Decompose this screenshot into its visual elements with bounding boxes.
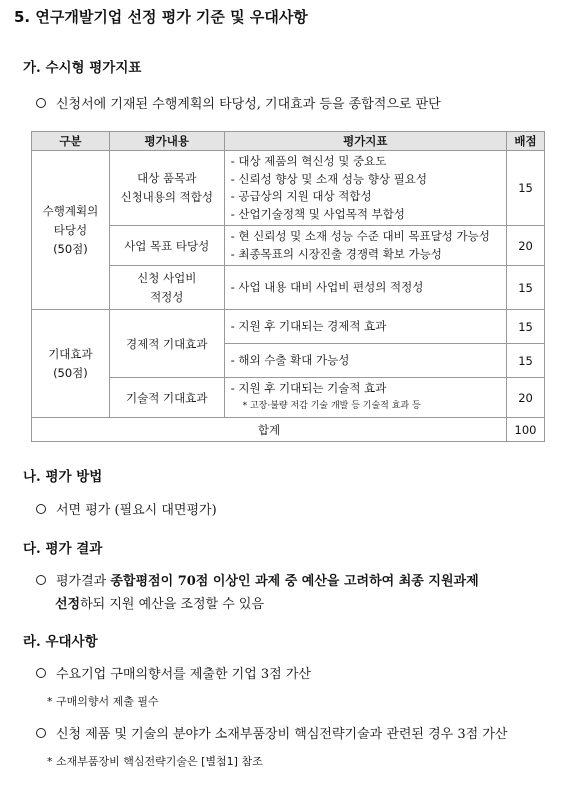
circle-bullet-icon — [36, 668, 46, 678]
section-ra-note-2: * 소재부품장비 핵심전략기술은 [별첨1] 참조 — [47, 755, 263, 768]
content-cell: 대상 품목과 신청내용의 적합성 — [109, 151, 224, 226]
indicator-subnote: * 고장·불량 저감 기술 개발 등 기술적 효과 등 — [242, 400, 421, 411]
score-cell: 15 — [507, 310, 545, 344]
section-ra-note-1: * 구매의향서 제출 필수 — [47, 695, 159, 708]
group-plan: 수행계획의 타당성 (50점) — [32, 151, 110, 310]
total-score: 100 — [507, 418, 545, 442]
indicator-cell: - 대상 제품의 혁신성 및 중요도 - 신뢰성 향상 및 소재 성능 향상 필요성 - 공급상의 지원 대상 적합성 - 산업기술정책 및 사업목적 부합성 — [224, 151, 506, 226]
content-cell: 기술적 기대효과 — [109, 378, 224, 418]
content-cell: 사업 목표 타당성 — [109, 226, 224, 266]
bullet-text: 신청서에 기재된 수행계획의 타당성, 기대효과 등을 종합적으로 판단 — [56, 97, 441, 112]
section-na-heading: 나. 평가 방법 — [23, 469, 103, 485]
content-cell: 경제적 기대효과 — [109, 310, 224, 378]
circle-bullet-icon — [36, 98, 46, 108]
circle-bullet-icon — [36, 504, 46, 514]
score-cell: 15 — [507, 344, 545, 378]
score-cell: 20 — [507, 226, 545, 266]
score-cell: 15 — [507, 266, 545, 310]
group-effect: 기대효과 (50점) — [32, 310, 110, 418]
evaluation-table — [31, 131, 545, 442]
page-title: 5. 연구개발기업 선정 평가 기준 및 우대사항 — [14, 8, 308, 26]
indicator-cell: - 사업 내용 대비 사업비 편성의 적정성 — [224, 266, 506, 310]
header-content: 평가내용 — [109, 132, 224, 151]
section-ga-bullet — [36, 93, 441, 112]
circle-bullet-icon — [36, 575, 46, 585]
total-label: 합계 — [32, 418, 507, 442]
bullet-text: 서면 평가 (필요시 대면평가) — [56, 503, 217, 518]
header-indicator: 평가지표 — [224, 132, 506, 151]
content-cell: 신청 사업비 적정성 — [109, 266, 224, 310]
section-da-heading: 다. 평가 결과 — [23, 541, 103, 557]
section-na-bullet — [36, 499, 217, 518]
section-ga-heading: 가. 수시형 평가지표 — [23, 60, 142, 76]
section-ra-bullet-2: 신청 제품 및 기술의 분야가 소재부품장비 핵심전략기술과 관련된 경우 3점 가산 — [36, 723, 507, 742]
indicator-cell: - 해외 수출 확대 가능성 — [224, 344, 506, 378]
indicator-cell: - 지원 후 기대되는 기술적 효과 * 고장·불량 저감 기술 개발 등 기술적 효과 등 — [224, 378, 506, 418]
section-da-bullet: 평가결과 종합평점이 70점 이상인 과제 중 예산을 고려하여 최종 지원과제 — [36, 570, 479, 589]
score-cell: 20 — [507, 378, 545, 418]
header-category: 구분 — [32, 132, 110, 151]
section-ra-heading: 라. 우대사항 — [23, 634, 98, 650]
header-score: 배점 — [507, 132, 545, 151]
circle-bullet-icon — [36, 728, 46, 738]
section-da-bullet-cont: 선정하되 지원 예산을 조정할 수 있음 — [55, 597, 265, 612]
score-cell: 15 — [507, 151, 545, 226]
indicator-cell: - 현 신뢰성 및 소재 성능 수준 대비 목표달성 가능성 - 최종목표의 시장진출 경쟁력 확보 가능성 — [224, 226, 506, 266]
indicator-cell: - 지원 후 기대되는 경제적 효과 — [224, 310, 506, 344]
section-ra-bullet-1: 수요기업 구매의향서를 제출한 기업 3점 가산 — [36, 663, 311, 682]
